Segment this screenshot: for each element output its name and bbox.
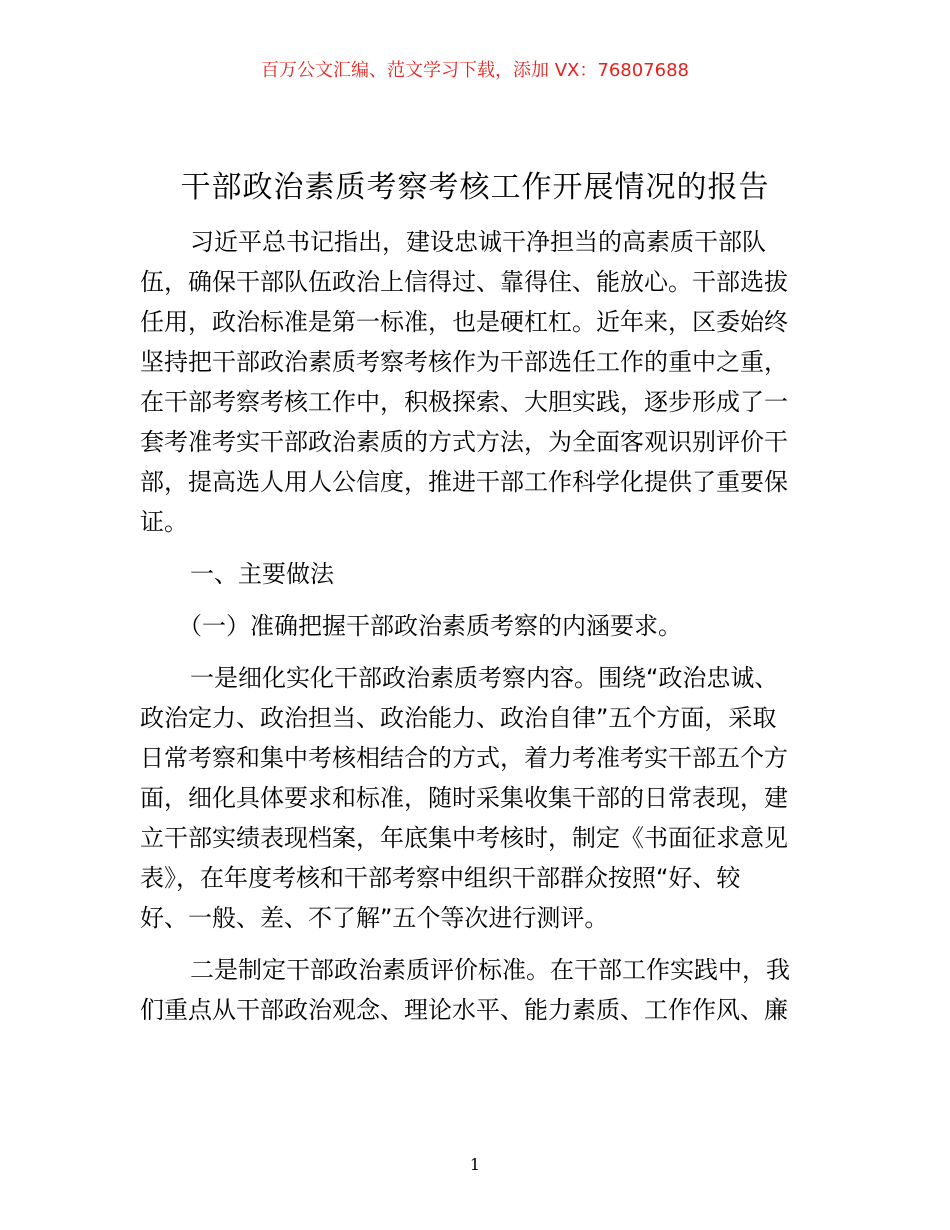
watermark-header: 百万公文汇编、范文学习下载，添加 VX：76807688 — [261, 60, 689, 81]
paragraph-line: 立干部实绩表现档案，年底集中考核时，制定《书面征求意见 — [140, 824, 788, 852]
paragraph-intro — [140, 222, 812, 542]
paragraph-line: 坚持把干部政治素质考察考核作为干部选任工作的重中之重， — [140, 348, 788, 376]
paragraph-line: 政治定力、政治担当、政治能力、政治自律”五个方面，采取 — [140, 704, 777, 732]
paragraph-point-one — [140, 658, 812, 938]
paragraph-line: 表》，在年度考核和干部考察中组织干部群众按照“好、较 — [140, 864, 741, 892]
paragraph-point-two — [140, 950, 812, 1030]
document-body — [140, 222, 812, 1030]
paragraph-line: 日常考察和集中考核相结合的方式，着力考准考实干部五个方 — [140, 744, 788, 772]
paragraph-line: 在干部考察考核工作中，积极探索、大胆实践，逐步形成了一 — [140, 388, 788, 416]
document-title: 干部政治素质考察考核工作开展情况的报告 — [180, 170, 770, 205]
paragraph-line: 二是制定干部政治素质评价标准。在干部工作实践中，我 — [190, 956, 790, 984]
subsection-heading-text: （一）准确把握干部政治素质考察的内涵要求。 — [178, 612, 682, 640]
section-heading — [140, 554, 812, 594]
paragraph-line: 证。 — [140, 508, 188, 536]
paragraph-line: 伍，确保干部队伍政治上信得过、靠得住、能放心。干部选拔 — [140, 268, 788, 296]
page-number: 1 — [469, 1155, 481, 1174]
paragraph-line: 一是细化实化干部政治素质考察内容。围绕“政治忠诚、 — [190, 664, 779, 692]
paragraph-line: 面，细化具体要求和标准，随时采集收集干部的日常表现，建 — [140, 784, 788, 812]
paragraph-line: 习近平总书记指出，建设忠诚干净担当的高素质干部队 — [190, 228, 766, 256]
section-heading-text: 一、主要做法 — [190, 560, 334, 588]
paragraph-line: 任用，政治标准是第一标准，也是硬杠杠。近年来，区委始终 — [140, 308, 788, 336]
paragraph-line: 们重点从干部政治观念、理论水平、能力素质、工作作风、廉 — [140, 996, 788, 1024]
paragraph-line: 套考准考实干部政治素质的方式方法，为全面客观识别评价干 — [140, 428, 788, 456]
paragraph-line: 好、一般、差、不了解”五个等次进行测评。 — [140, 904, 609, 932]
subsection-heading — [140, 606, 812, 646]
paragraph-line: 部，提高选人用人公信度，推进干部工作科学化提供了重要保 — [140, 468, 788, 496]
